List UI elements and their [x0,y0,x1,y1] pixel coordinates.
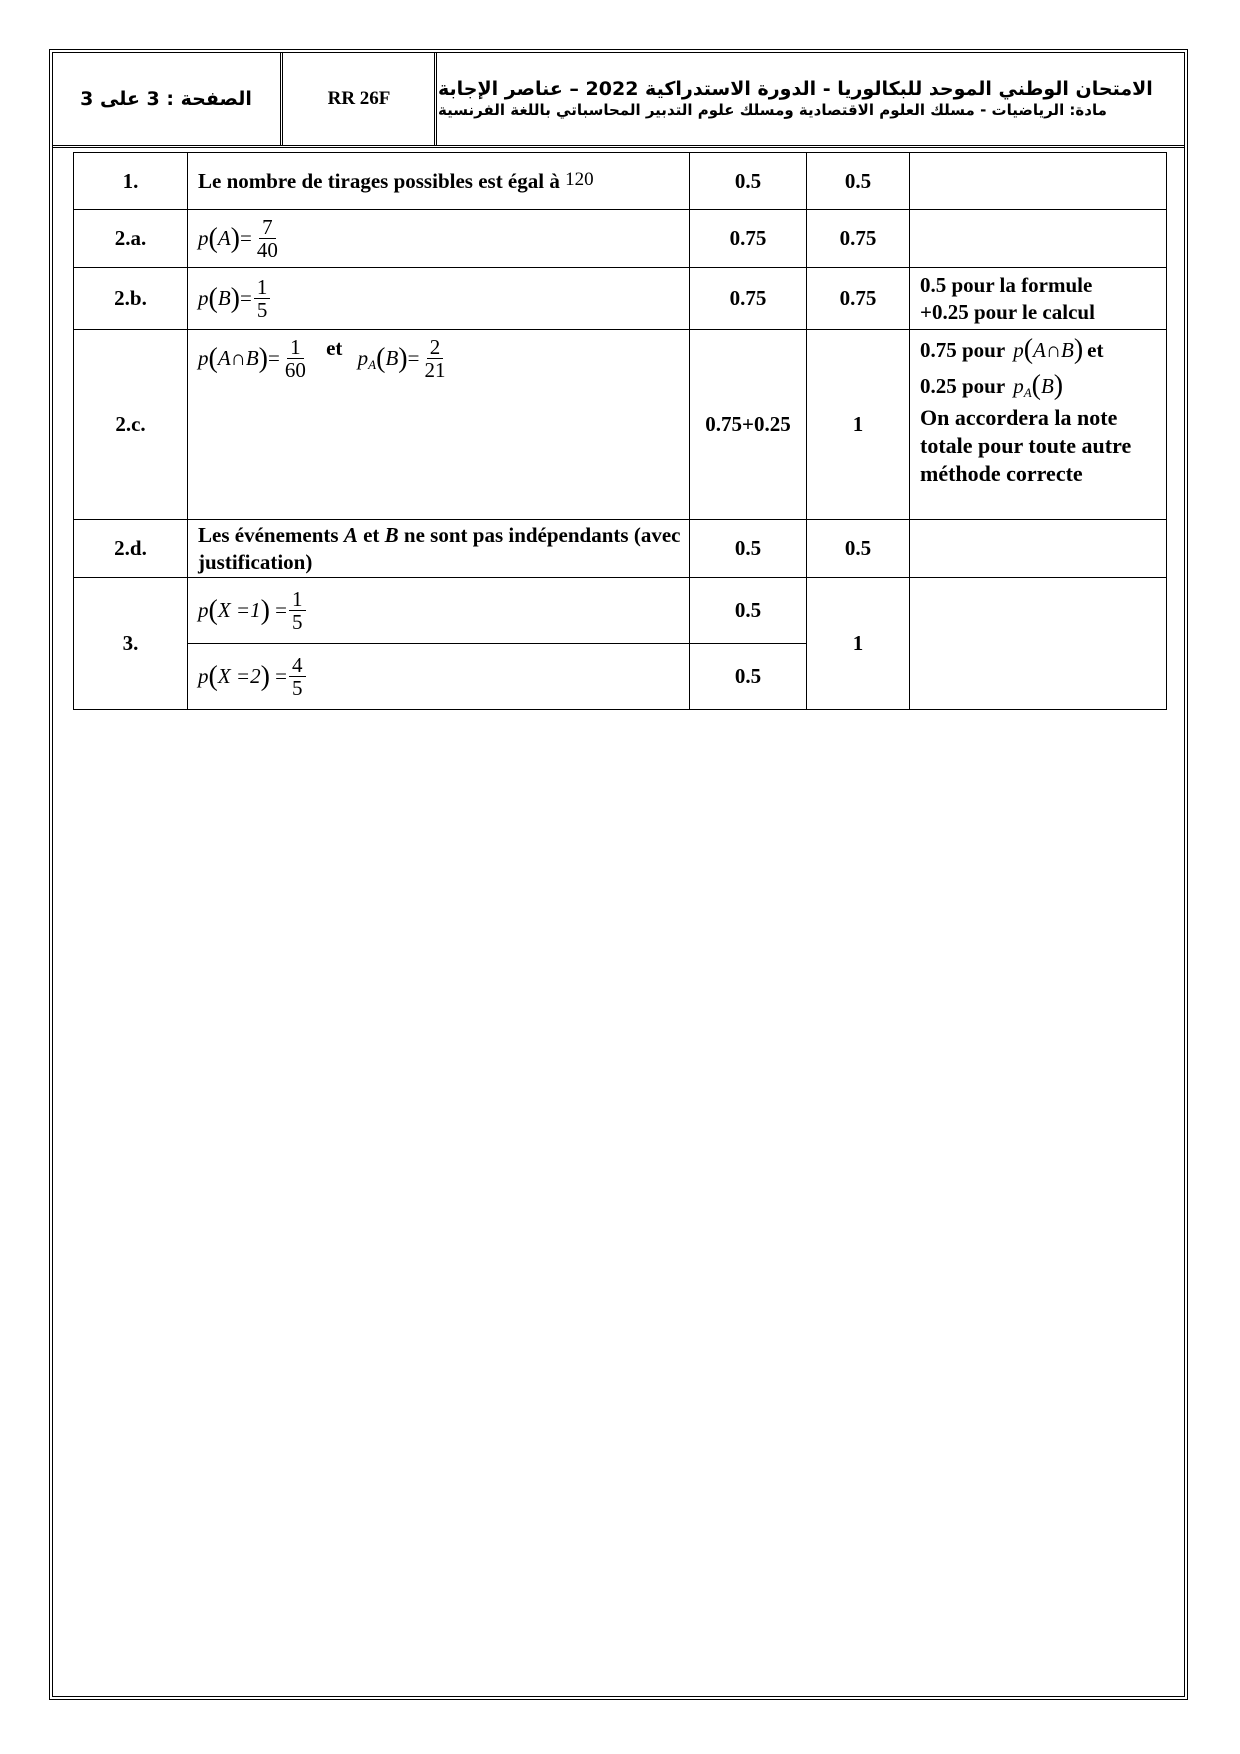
note-cell [910,520,1167,578]
fraction-denominator: 5 [256,298,268,322]
exam-code: RR 26F [327,87,391,109]
formula: p ( A ) = $\frac{7}{40}$ [198,216,283,261]
points-cell: 0.75 [690,210,807,268]
answer-text: Les événements [198,522,339,547]
points-cell: 0.5 [690,578,807,644]
note-cell [910,210,1167,268]
note-cell [910,153,1167,210]
note-formula: p A ( B ) [1013,372,1063,400]
question-number: 3. [74,578,188,710]
formula: p ( A∩B ) = $\frac{1}{60}$ [198,336,311,381]
note-cell [910,268,1167,330]
fraction-numerator: 4 [289,654,306,677]
answer-cell [188,330,690,520]
answer-cell [188,210,690,268]
formula-subscript: A [1023,384,1032,400]
formula-argument: A∩B [1033,337,1074,362]
points-cell: 0.5 [690,520,807,578]
formula-symbol: p [1013,373,1024,398]
points-cell: 0.5 [690,153,807,210]
fraction-numerator: 2 [427,336,444,359]
fraction-numerator: 1 [289,588,306,611]
table-row [74,210,1167,268]
formula-argument: A∩B [217,346,259,370]
formula-argument: X =1 [217,598,261,622]
formula-symbol: p [198,598,209,622]
note-line: +0.25 pour le calcul [920,299,1095,324]
fraction-denominator: 5 [292,610,303,634]
formula-argument: B [1040,373,1054,398]
formula-argument: X =2 [217,664,261,688]
exam-title [438,52,1173,145]
formula: p ( X =2 ) = $\frac{4}{5}$ [198,654,308,699]
formula-symbol: p [198,346,209,370]
header-divider [434,52,437,145]
formula-argument: B [217,286,231,310]
note-text: 0.75 pour [920,337,1006,362]
question-number: 2.b. [74,268,188,330]
answer-text: ne sont pas indépendants (avec justification) [198,522,681,574]
header [52,52,1185,148]
note-line [920,368,1166,404]
formula-symbol: p [198,286,209,310]
answer-table [73,152,1167,710]
total-cell: 1 [807,330,910,520]
answer-cell [188,578,690,644]
formula: p A ( B ) = $\frac{2}{21}$ [358,336,451,381]
answer-value: 120 [565,168,594,190]
question-number: 2.a. [74,210,188,268]
answer-variable: B [384,522,399,547]
question-number: 2.d. [74,520,188,578]
formula-symbol: p [198,664,209,688]
fraction-numerator: 1 [254,276,271,299]
fraction-denominator: 21 [424,358,446,382]
table-row [74,268,1167,330]
fraction-denominator: 60 [284,358,306,382]
total-cell: 1 [807,578,910,710]
points-cell: 0.75 [690,268,807,330]
formula-subscript: A [368,356,377,372]
answer-cell [188,268,690,330]
formula: p ( X =1 ) = $\frac{1}{5}$ [198,588,308,633]
question-number: 2.c. [74,330,188,520]
formula-symbol: p [198,226,209,250]
table-row [74,520,1167,578]
total-cell: 0.75 [807,268,910,330]
exam-title-line2: مادة: الرياضيات - مسلك العلوم الاقتصادية ومسلك علوم التدبير المحاسباتي باللغة الفرنسية [438,100,1107,119]
page-number: الصفحة : 3 على 3 [80,87,252,110]
note-cell [910,330,1167,520]
fraction-numerator: 1 [287,336,304,359]
points-cell: 0.5 [690,644,807,710]
formula-symbol: p [1013,337,1024,362]
formula-argument: B [385,346,399,370]
note-line: On accordera la note totale pour toute autre méthode correcte [920,405,1132,486]
fraction-denominator: 40 [256,238,278,262]
answer-text: et [363,522,380,547]
table-row [74,578,1167,644]
answer-variable: A [343,522,358,547]
formula-symbol: p [357,346,369,370]
note-line: 0.5 pour la formule [920,272,1093,297]
formula: p ( B ) = $\frac{1}{5}$ [198,276,272,321]
total-cell: 0.75 [807,210,910,268]
note-formula: p ( A∩B ) [1013,334,1084,365]
note-text: 0.25 pour [920,373,1006,398]
answer-cell [188,644,690,710]
table-row [74,153,1167,210]
question-number: 1. [74,153,188,210]
table-row [74,330,1167,520]
answer-cell [188,153,690,210]
header-divider [280,52,283,145]
fraction-denominator: 5 [292,676,303,700]
answer-cell [188,520,690,578]
fraction-numerator: 7 [259,216,276,239]
exam-title-line1: الامتحان الوطني الموحد للبكالوريا - الدورة الاستدراكية 2022 – عناصر الإجابة [438,77,1153,100]
note-text: et [1087,337,1104,362]
note-line [920,332,1166,368]
total-cell: 0.5 [807,520,910,578]
total-cell: 0.5 [807,153,910,210]
note-cell [910,578,1167,710]
answer-text: Le nombre de tirages possibles est égal à [198,168,560,193]
connector-text: et [326,336,343,360]
formula-argument: A [217,226,231,250]
points-cell: 0.75+0.25 [690,330,807,520]
